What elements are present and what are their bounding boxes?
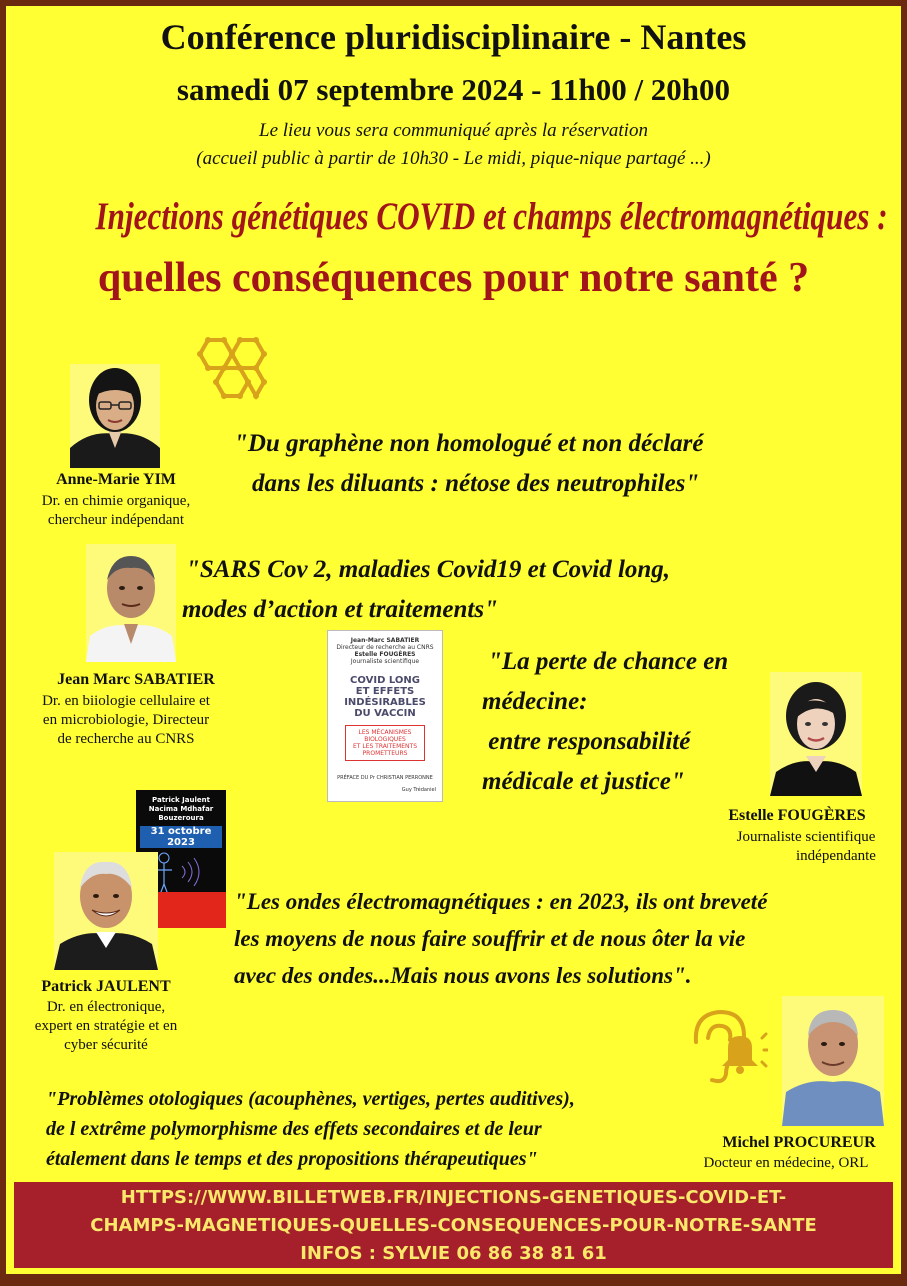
event-date: samedi 07 septembre 2024 - 11h00 / 20h00 (176, 72, 731, 107)
speaker-role-fougeres: Journaliste scientifique indépendante (736, 829, 876, 864)
speaker-role-sabatier: Dr. en biiologie cellulaire et en microbiologie, Directeur de recherche au CNRS (42, 693, 210, 747)
quote-fougeres: "La perte de chance en médecine: entre responsabilité médicale et justice" (482, 648, 729, 795)
quote-yim: "Du graphène non homologué et non déclaré dans les diluants : nétose des neutrophiles" (234, 430, 704, 497)
conference-poster (6, 6, 901, 1274)
graphene-molecule-icon (186, 336, 276, 416)
theme-line-2: quelles conséquences pour notre santé ? (97, 255, 810, 301)
quote-jaulent: "Les ondes électromagnétiques : en 2023, ils ont breveté les moyens de nous faire souffrir et de nous ôter la vie avec des ondes...Mais nous avons les solutions". (234, 889, 768, 988)
speaker-photo-sabatier (86, 544, 176, 662)
speaker-photo-fougeres (770, 672, 862, 796)
speaker-photo-yim (70, 364, 160, 468)
speaker-name-fougeres: Estelle FOUGÈRES (728, 807, 866, 824)
book-cover-31-octobre: Patrick Jaulent Nacima Mdhafar Bouzeroura 31 octobre 2023 (136, 790, 226, 928)
venue-note: Le lieu vous sera communiqué après la réservation (259, 120, 648, 141)
speaker-name-procureur: Michel PROCUREUR (722, 1134, 876, 1151)
quote-procureur: "Problèmes otologiques (acouphènes, vertiges, pertes auditives), de l extrême polymorphisme des effets secondaires et de leur étalement dans le temps et des propositions thérapeutiques" (46, 1088, 575, 1170)
speaker-name-yim: Anne-Marie YIM (56, 471, 176, 488)
ear-bell-icon (682, 1008, 768, 1086)
registration-banner (14, 1182, 893, 1268)
speaker-photo-procureur (782, 996, 884, 1126)
contact-info: INFOS : SYLVIE 06 86 38 81 61 (300, 1243, 607, 1264)
quote-sabatier: "SARS Cov 2, maladies Covid19 et Covid long, modes d’action et traitements" (182, 556, 671, 623)
book-cover-covid-long: Jean-Marc SABATIER Directeur de recherche au CNRS Estelle FOUGÈRES Journaliste scientifique COVID LONG ET EFFETS INDÉSIRABLES DU VACCIN LES MÉCANISMES BIOLOGIQUES ET LES TRAITEMENTS PROMETTEURS PRÉFACE DU Pr CHRISTIAN PERRONNE Guy Trédaniel (327, 630, 443, 802)
speaker-photo-jaulent (54, 852, 158, 970)
speaker-name-sabatier: Jean Marc SABATIER (57, 671, 215, 688)
speaker-name-jaulent: Patrick JAULENT (41, 978, 171, 995)
speaker-role-procureur: Docteur en médecine, ORL (703, 1155, 869, 1171)
speaker-role-yim: Dr. en chimie organique, chercheur indépendant (41, 493, 191, 528)
speaker-role-jaulent: Dr. en électronique, expert en stratégie et en cyber sécurité (34, 999, 178, 1053)
theme-line-1: Injections génétiques COVID et champs électromagnétiques : (95, 195, 888, 238)
schedule-note: (accueil public à partir de 10h30 - Le midi, pique-nique partagé ...) (196, 148, 711, 169)
poster-title: Conférence pluridisciplinaire - Nantes (160, 17, 747, 57)
registration-link[interactable]: HTTPS://WWW.BILLETWEB.FR/INJECTIONS-GENETIQUES-COVID-ET- CHAMPS-MAGNETIQUES-QUELLES-CONSEQUENCES-POUR-NOTRE-SANTE (90, 1187, 817, 1236)
